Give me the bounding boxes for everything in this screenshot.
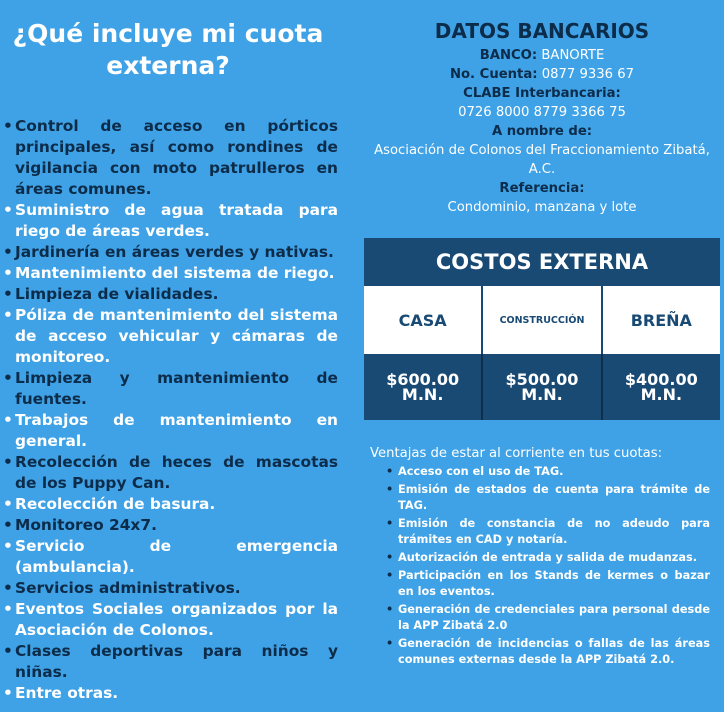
- bank-info: [364, 18, 720, 217]
- list-item: • Generación de incidencias o fallas de las áreas comunes externas desde la APP Zibatá 2.0.: [388, 636, 710, 668]
- price-brena: [601, 354, 720, 420]
- price-currency: M.N.: [521, 385, 563, 404]
- bank-data-panel: [364, 18, 720, 217]
- list-item: • Generación de credenciales para personal desde la APP Zibatá 2.0: [388, 602, 710, 634]
- advantages-list: [388, 464, 710, 670]
- costs-values-row: [364, 354, 720, 420]
- bank-row: [364, 46, 720, 65]
- services-title: ¿Qué incluye mi cuota externa?: [12, 19, 324, 80]
- list-item: • Servicios administrativos.: [8, 578, 338, 599]
- list-item: • Recolección de heces de mascotas de los Puppy Can.: [8, 452, 338, 494]
- list-item: • Trabajos de mantenimiento en general.: [8, 410, 338, 452]
- price-casa: [364, 354, 481, 420]
- list-item: • Clases deportivas para niños y niñas.: [8, 641, 338, 683]
- reference-label: Referencia:: [499, 181, 585, 196]
- list-item: • Eventos Sociales organizados por la Asociación de Colonos.: [8, 599, 338, 641]
- price-currency: M.N.: [401, 385, 444, 404]
- list-item: • Suministro de agua tratada para riego de áreas verdes.: [8, 200, 338, 242]
- list-item: • Acceso con el uso de TAG.: [388, 464, 710, 480]
- costs-title: COSTOS EXTERNA: [435, 250, 649, 274]
- list-item: • Recolección de basura.: [8, 494, 338, 515]
- holder-value: Asociación de Colonos del Fraccionamiento Zibatá, A.C.: [374, 143, 710, 177]
- costs-table: [364, 238, 720, 420]
- list-item: • Servicio de emergencia (ambulancia).: [8, 536, 338, 578]
- list-item: • Emisión de constancia de no adeudo para trámites en CAD y notaría.: [388, 516, 710, 548]
- price-amount: $400.00: [624, 370, 698, 389]
- list-item: • Entre otras.: [8, 683, 338, 704]
- reference-value: Condominio, manzana y lote: [447, 200, 637, 215]
- account-value: 0877 9336 67: [541, 67, 635, 82]
- price-amount: $600.00: [386, 370, 460, 389]
- list-item: • Control de acceso en pórticos principales, así como rondines de vigilancia con moto patrulleros en áreas comunes.: [8, 116, 338, 200]
- account-label: No. Cuenta:: [449, 67, 538, 82]
- column-casa: CASA: [398, 310, 447, 330]
- column-construccion: CONSTRUCCIÓN: [481, 286, 600, 354]
- column-brena: BREÑA: [601, 286, 720, 354]
- list-item: • Mantenimiento del sistema de riego.: [8, 263, 338, 284]
- list-item: • Participación en los Stands de kermes o bazar en los eventos.: [388, 568, 710, 600]
- costs-header-row: [364, 286, 720, 354]
- account-row: [364, 65, 720, 84]
- price-currency: M.N.: [640, 385, 683, 404]
- advantages-title: Ventajas de estar al corriente en tus cuotas:: [370, 446, 663, 461]
- price-construccion: [481, 354, 600, 420]
- list-item: • Póliza de mantenimiento del sistema de acceso vehicular y cámaras de monitoreo.: [8, 305, 338, 368]
- bank-value: BANORTE: [541, 48, 605, 63]
- list-item: • Emisión de estados de cuenta para trámite de TAG.: [388, 482, 710, 514]
- list-item: • Monitoreo 24x7.: [8, 515, 338, 536]
- bank-title: DATOS BANCARIOS: [434, 19, 650, 43]
- holder-label: A nombre de:: [491, 124, 593, 139]
- list-item: • Jardinería en áreas verdes y nativas.: [8, 242, 338, 263]
- list-item: • Limpieza de vialidades.: [8, 284, 338, 305]
- services-list: [8, 116, 338, 704]
- list-item: • Limpieza y mantenimiento de fuentes.: [8, 368, 338, 410]
- services-panel: [8, 18, 338, 704]
- price-amount: $500.00: [505, 370, 579, 389]
- list-item: • Autorización de entrada y salida de mudanzas.: [388, 550, 710, 566]
- bank-label: BANCO:: [479, 48, 538, 63]
- clabe-value: 0726 8000 8779 3366 75: [458, 105, 626, 120]
- clabe-label: CLABE Interbancaria:: [463, 86, 621, 101]
